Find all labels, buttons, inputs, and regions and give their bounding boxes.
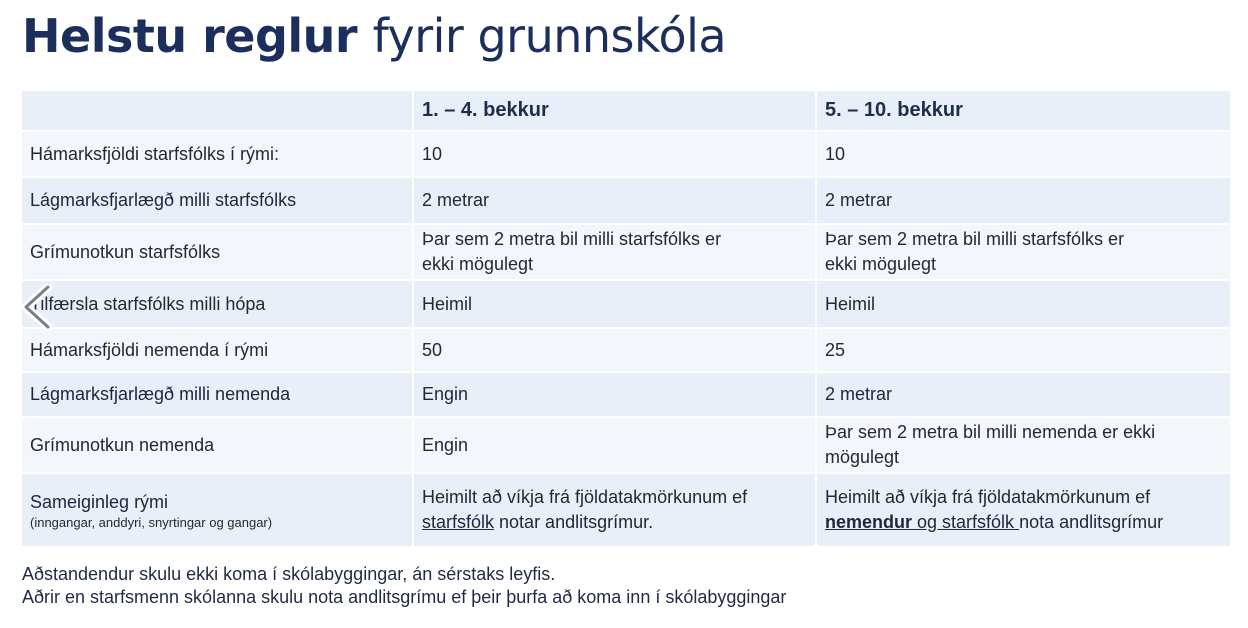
cell-grade-1-4 xyxy=(413,473,816,547)
cell-grade-1-4: 10 xyxy=(413,131,816,177)
table-row xyxy=(21,328,1231,372)
table-row xyxy=(21,280,1231,328)
title-bold: Helstu reglur xyxy=(22,9,358,63)
cell-grade-1-4: Engin xyxy=(413,372,816,417)
header-cell-empty xyxy=(21,90,413,131)
shared-spaces-label: Sameiginleg rými xyxy=(30,491,169,512)
header-grade-1-4: 1. – 4. bekkur xyxy=(413,90,816,131)
cell-grade-5-10: 25 xyxy=(816,328,1231,372)
row-label xyxy=(21,473,413,547)
cell-grade-5-10: Heimil xyxy=(816,280,1231,328)
shared-spaces-sublabel: (inngangar, anddyri, snyrtingar og gangar) xyxy=(30,514,273,530)
row-label: Lágmarksfjarlægð milli nemenda xyxy=(21,372,413,417)
shared-c2-staff-link: og starfsfólk xyxy=(912,512,1020,532)
shared-c1-text-end: notar andlitsgrímur. xyxy=(494,512,654,532)
table-row xyxy=(21,417,1231,473)
row-label: Tilfærsla starfsfólks milli hópa xyxy=(21,280,413,328)
cell-grade-1-4: Þar sem 2 metra bil milli starfsfólks er ekki mögulegt xyxy=(413,224,816,280)
table-row xyxy=(21,131,1231,177)
shared-c2-text-end: nota andlitsgrímur xyxy=(1019,512,1164,532)
note-line: Aðrir en starfsmenn skólanna skulu nota andlitsgrímu ef þeir þurfa að koma inn í skólabyggingar xyxy=(22,587,787,607)
row-label: Grímunotkun starfsfólks xyxy=(21,224,413,280)
shared-c1-text: Heimilt að víkja frá fjöldatakmörkunum ef xyxy=(422,487,748,507)
table-row xyxy=(21,177,1231,224)
table-row xyxy=(21,224,1231,280)
cell-grade-1-4: Engin xyxy=(413,417,816,473)
row-label: Hámarksfjöldi starfsfólks í rými: xyxy=(21,131,413,177)
table-header-row xyxy=(21,90,1231,131)
note-line: Aðstandendur skulu ekki koma í skólabyggingar, án sérstaks leyfis. xyxy=(22,564,556,584)
shared-c1-staff-link: starfsfólk xyxy=(422,512,495,532)
row-label: Grímunotkun nemenda xyxy=(21,417,413,473)
row-label: Lágmarksfjarlægð milli starfsfólks xyxy=(21,177,413,224)
header-grade-5-10: 5. – 10. bekkur xyxy=(816,90,1231,131)
table-row-shared-spaces xyxy=(21,473,1231,547)
shared-c2-text: Heimilt að víkja frá fjöldatakmörkunum ef xyxy=(825,487,1151,507)
rules-table xyxy=(20,89,1232,548)
cell-grade-5-10: 2 metrar xyxy=(816,372,1231,417)
cell-grade-1-4: 50 xyxy=(413,328,816,372)
row-label: Hámarksfjöldi nemenda í rými xyxy=(21,328,413,372)
page-title xyxy=(22,6,726,66)
cell-grade-5-10 xyxy=(816,473,1231,547)
footer-notes xyxy=(22,563,786,609)
cell-grade-5-10: Þar sem 2 metra bil milli starfsfólks er ekki mögulegt xyxy=(816,224,1231,280)
cell-grade-1-4: Heimil xyxy=(413,280,816,328)
chevron-left-icon[interactable] xyxy=(18,284,58,330)
shared-c2-students-link: nemendur xyxy=(825,512,913,532)
cell-grade-5-10: 10 xyxy=(816,131,1231,177)
table-row xyxy=(21,372,1231,417)
cell-grade-5-10: 2 metrar xyxy=(816,177,1231,224)
cell-grade-5-10: Þar sem 2 metra bil milli nemenda er ekki mögulegt xyxy=(816,417,1231,473)
title-light: fyrir grunnskóla xyxy=(372,9,727,63)
cell-grade-1-4: 2 metrar xyxy=(413,177,816,224)
